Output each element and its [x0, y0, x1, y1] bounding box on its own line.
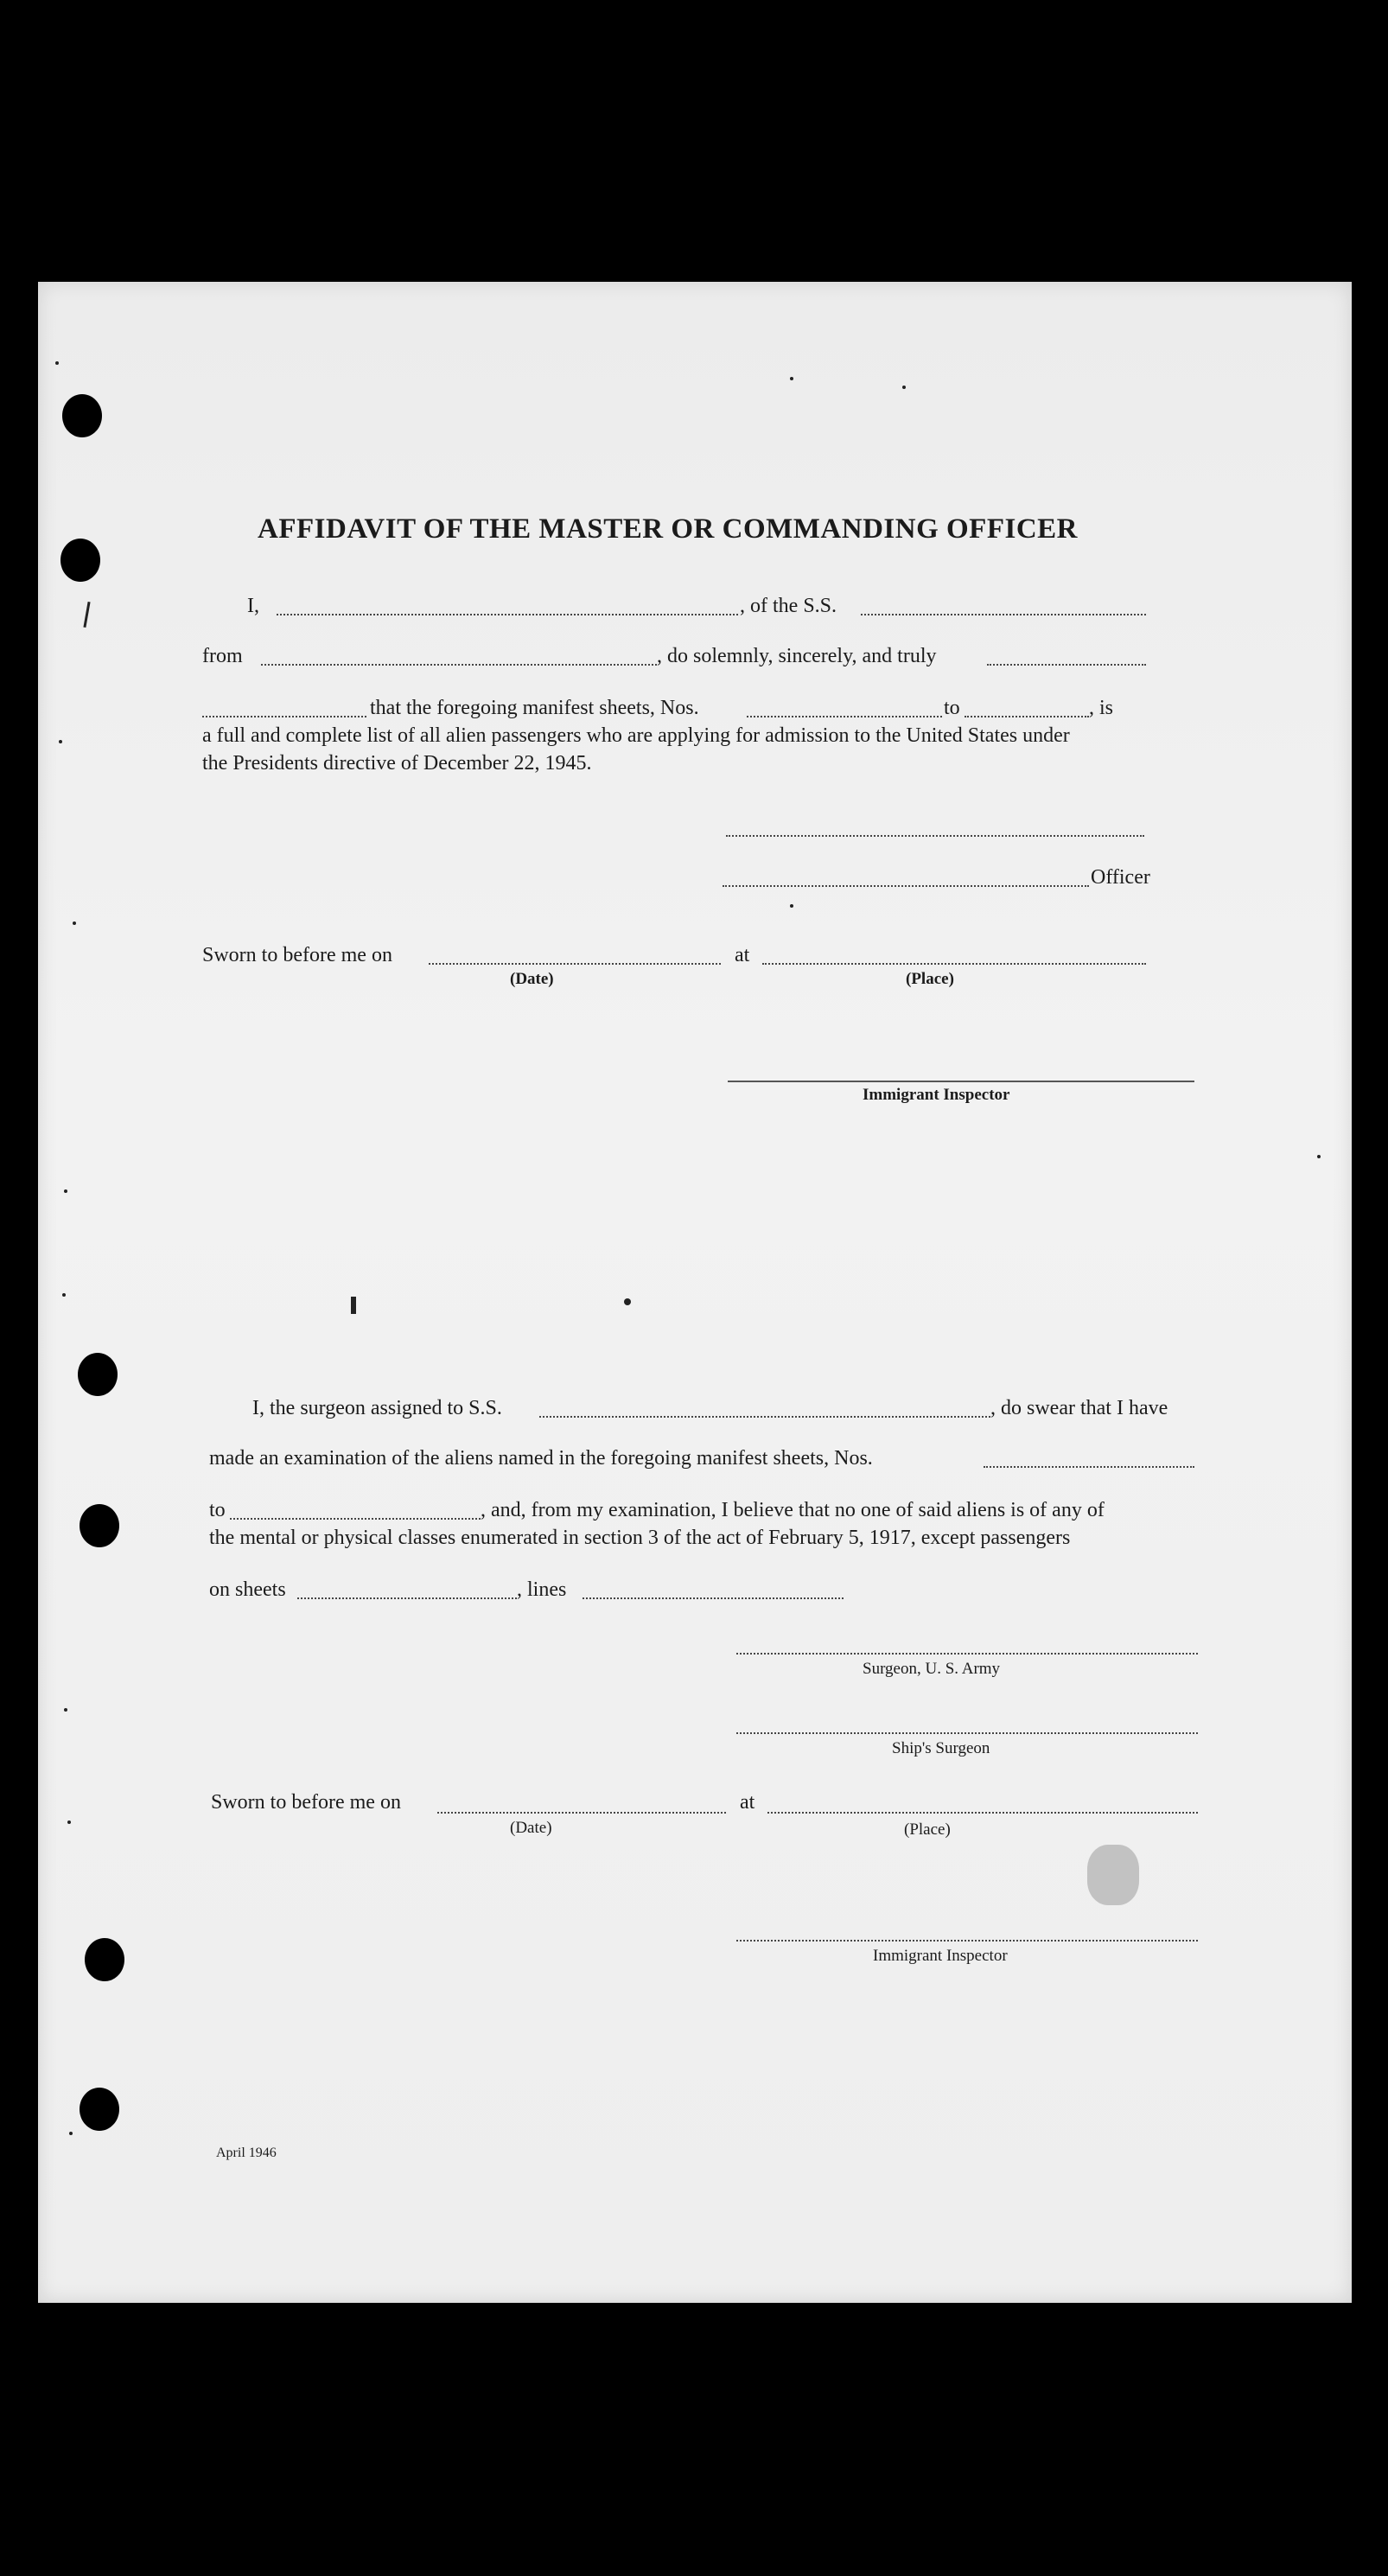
master-swear-label: , do solemnly, sincerely, and truly [657, 645, 937, 667]
surgeon-ship-field[interactable] [539, 1416, 990, 1418]
surgeon-sworn-label: Sworn to before me on [211, 1791, 401, 1814]
surgeon-sheets-to-field[interactable] [230, 1518, 481, 1520]
sworn-date-field[interactable] [429, 963, 721, 965]
surgeon-lines-field[interactable] [583, 1597, 844, 1599]
army-surgeon-label: Surgeon, U. S. Army [863, 1660, 1001, 1678]
form-date: April 1946 [216, 2146, 277, 2160]
ship-surgeon-signature-line[interactable] [736, 1732, 1198, 1734]
punch-hole [62, 394, 102, 437]
punch-hole [78, 1353, 118, 1396]
master-from-label: from [202, 645, 243, 667]
surgeon-sworn-place-field[interactable] [767, 1812, 1198, 1814]
surgeon-exam-statement: , and, from my examination, I believe that no one of said aliens is of any of [481, 1499, 1105, 1521]
master-is-label: , is [1089, 697, 1114, 719]
master-name-field[interactable] [277, 614, 738, 615]
sworn-place-field[interactable] [762, 963, 1146, 965]
master-from-field[interactable] [261, 664, 657, 666]
master-statement-line: the Presidents directive of December 22, 1945. [202, 752, 592, 775]
surgeon-sworn-date-field[interactable] [437, 1812, 726, 1814]
ship-surgeon-label: Ship's Surgeon [892, 1739, 990, 1757]
sworn-label: Sworn to before me on [202, 944, 392, 966]
master-to-label: to [944, 697, 960, 719]
officer-label: Officer [1091, 866, 1150, 889]
form-page [38, 282, 1352, 2303]
surgeon-exam-label: made an examination of the aliens named in the foregoing manifest sheets, Nos. [209, 1447, 873, 1470]
inspector-signature-line[interactable] [728, 1081, 1194, 1082]
surgeon-exam-statement: the mental or physical classes enumerated in section 3 of the act of February 5, 1917, except passengers [209, 1527, 1071, 1549]
surgeon-on-sheets-label: on sheets [209, 1578, 286, 1601]
master-swear-cont-field[interactable] [202, 716, 366, 717]
place-caption: (Place) [906, 970, 954, 988]
punch-hole [80, 1504, 119, 1547]
date-caption: (Date) [510, 970, 554, 988]
inspector-label: Immigrant Inspector [863, 1086, 1010, 1104]
master-of-ss-label: , of the S.S. [740, 595, 837, 617]
surgeon-sheets-field[interactable] [297, 1597, 517, 1599]
surgeon-inspector-signature-line[interactable] [736, 1940, 1198, 1942]
master-statement-line: a full and complete list of all alien passengers who are applying for admission to the United States under [202, 724, 1070, 747]
master-ship-field[interactable] [861, 614, 1146, 615]
officer-title-field[interactable] [723, 885, 1089, 887]
surgeon-at-label: at [740, 1791, 755, 1814]
page-title: AFFIDAVIT OF THE MASTER OR COMMANDING OFFICER [258, 513, 1078, 545]
master-sheets-from-field[interactable] [747, 716, 942, 717]
officer-signature-line[interactable] [726, 835, 1144, 837]
master-swear-field[interactable] [987, 664, 1146, 666]
punch-hole [80, 2088, 119, 2131]
punch-hole [60, 539, 100, 582]
surgeon-to-label: to [209, 1499, 226, 1521]
surgeon-date-caption: (Date) [510, 1819, 552, 1837]
surgeon-lines-label: , lines [517, 1578, 567, 1601]
surgeon-inspector-label: Immigrant Inspector [873, 1947, 1008, 1965]
punch-hole [85, 1938, 124, 1981]
surgeon-sheets-from-field[interactable] [984, 1466, 1194, 1468]
army-surgeon-signature-line[interactable] [736, 1653, 1198, 1655]
master-sheets-to-field[interactable] [965, 716, 1089, 717]
surgeon-place-caption: (Place) [904, 1820, 951, 1839]
surgeon-intro-label: I, the surgeon assigned to S.S. [252, 1397, 502, 1419]
master-i-label: I, [247, 595, 259, 617]
surgeon-swear-label: , do swear that I have [990, 1397, 1168, 1419]
master-manifest-label: that the foregoing manifest sheets, Nos. [370, 697, 699, 719]
at-label: at [735, 944, 750, 966]
